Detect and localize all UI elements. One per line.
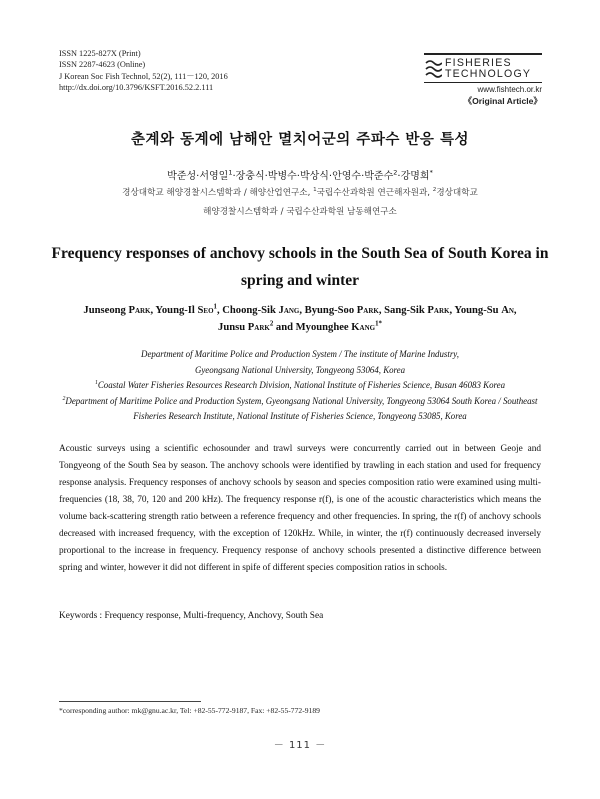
journal-citation: J Korean Soc Fish Technol, 52(2), 111－120, 2016 <box>59 71 228 81</box>
english-authors: Junseong Park, Young-Il Seo$^1$, Choong-Sik Jang, Byung-Soo Park, Sang-Sik Park, Young-Su An, Junsu Park$^2$ and Myounghee Kang$^{1*}$ <box>83 303 517 333</box>
issn-print: ISSN 1225-827X (Print) <box>59 49 141 58</box>
korean-title: 춘계와 동계에 남해안 멸치어군의 주파수 반응 특성 <box>131 132 469 148</box>
author: Myounghee Kang$^{1*}$ <box>295 320 382 333</box>
author: Junseong Park <box>83 305 151 316</box>
journal-url[interactable]: www.fishtech.or.kr <box>477 85 542 94</box>
wave-logo-icon <box>424 57 442 81</box>
logo-line-technology: TECHNOLOGY <box>445 68 532 80</box>
doi-link[interactable]: http://dx.doi.org/10.3796/KSFT.2016.52.2.111 <box>59 83 214 93</box>
author: Byung-Soo Park <box>304 305 379 316</box>
author: Choong-Sik Jang <box>222 305 300 316</box>
corresponding-author-footnote: *corresponding author: mk@gnu.ac.kr, Tel: +82-55-772-9187, Fax: +82-55-772-9189 <box>59 706 320 715</box>
english-title: Frequency responses of anchovy schools in the South Sea of South Korea in spring and winter <box>51 245 549 289</box>
journal-metadata <box>59 48 228 94</box>
english-affiliations: Department of Maritime Police and Production System / The institute of Marine Industry, Gyeongsang National University, Tongyeong 53064, Korea $^1$Coastal Water Fisheries Resources Research Division, National Institute of Fisheries Science, Busan 46083 Korea $^2$Department of Maritime Police and Production System, Gyeongsang National University, Tongyeong 53064 South Korea / Southeast Fisheries Research Institute, National Institute of Fisheries Science, Tongyeong 53085, Korea <box>62 349 538 421</box>
journal-logo <box>424 53 544 107</box>
footnote-divider <box>59 701 201 702</box>
korean-affiliation-line2: 해양경찰시스템학과 / 국립수산과학원 남동해연구소 <box>203 207 397 217</box>
article-type: 《Original Article》 <box>463 96 542 106</box>
issn-online: ISSN 2287-4623 (Online) <box>59 60 146 70</box>
author: Young-Su An <box>454 305 514 316</box>
page-number: － 111 － <box>273 740 327 751</box>
keywords: Keywords : Frequency response, Multi-frequency, Anchovy, South Sea <box>59 611 324 621</box>
logo-line-fisheries: FISHERIES <box>445 56 512 69</box>
author: Sang-Sik Park <box>384 305 450 316</box>
abstract: Acoustic surveys using a scientific echosounder and trawl surveys were concurrently carried out in between Geoje and Tongyeong of the South Sea by season. The anchovy schools were identified by trawling in each station and used for frequency response analysis. Frequency responses of anchovy schools by season and species composition ratio were examined using multi-frequencies (18, 38, 70, 120 and 200 kHz). The frequency response r(f), is one of the acoustic characteristics which means the volume back-scattering strength ratio between a reference frequency and other frequencies. In spring, the r(f) of anchovy schools decreased with increased frequency, with the exception of 120kHz. While, in winter, the r(f) continuously decreased inversely proportional to the increase in frequency. Frequency response of anchovy schools presented a distinctive difference between spring and winter, however it did not different in spife of different species composition ratios in schools. <box>59 444 541 573</box>
korean-authors: 박준성·서영일$^1$·장충식·박병수·박상식·안영수·박준수$^2$·강명희* <box>167 168 433 182</box>
korean-affiliation-line1: 경상대학교 해양경찰시스템학과 / 해양산업연구소, $^1$국립수산과학원 연근해자원과, $^2$경상대학교 <box>122 187 478 198</box>
author: Junsu Park$^2$ <box>218 320 274 333</box>
author: Young-Il Seo$^1$ <box>155 303 217 316</box>
